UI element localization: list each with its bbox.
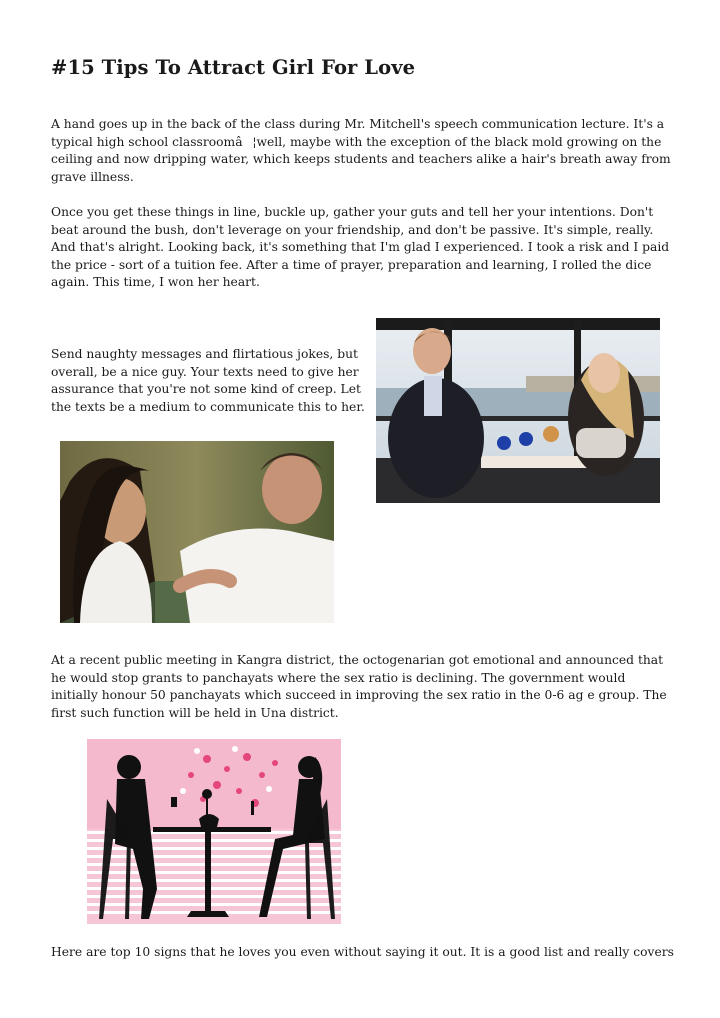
article-paragraph: At a recent public meeting in Kangra district, the octogenarian got emotional and announced that he would stop grants to panchayats where the sex ratio is declining. The government would initially honour 50 panchayats which succeed in improving the sex ratio in the 0-6 ag e group. The first such function will be held in Una district. [51,653,667,720]
couple-dining-photo [376,318,660,503]
article-paragraph: Once you get these things in line, buckle up, gather your guts and tell her your intentions. Don't beat around the bush, don't leverage on your friendship, and don't be passive. It's simple, really. And that's alright. Looking back, it's something that I'm glad I experienced. I took a risk and I paid the price - sort of a tuition fee. After a time of prayer, preparation and learning, I rolled the dice again. This time, I won her heart. [51,205,670,290]
article-paragraph: A hand goes up in the back of the class during Mr. Mitchell's speech communication lecture. It's a typical high school classroomâ¦well, maybe with the exception of the black mold growing on the ceiling and now dripping water, which keeps students and teachers alike a hair's breath away from grave illness. [51,117,671,184]
article-paragraph: Here are top 10 signs that he loves you even without saying it out. It is a good list and really covers [51,945,674,959]
article-title: #15 Tips To Attract Girl For Love [51,56,416,79]
article-paragraph: Send naughty messages and flirtatious jokes, but overall, be a nice guy. Your texts need to give her assurance that you're not some kind of creep. Let the texts be a medium to communicate this to her. [51,347,365,414]
couple-silhouette-illustration [87,739,341,924]
couple-outdoors-photo [60,441,334,623]
